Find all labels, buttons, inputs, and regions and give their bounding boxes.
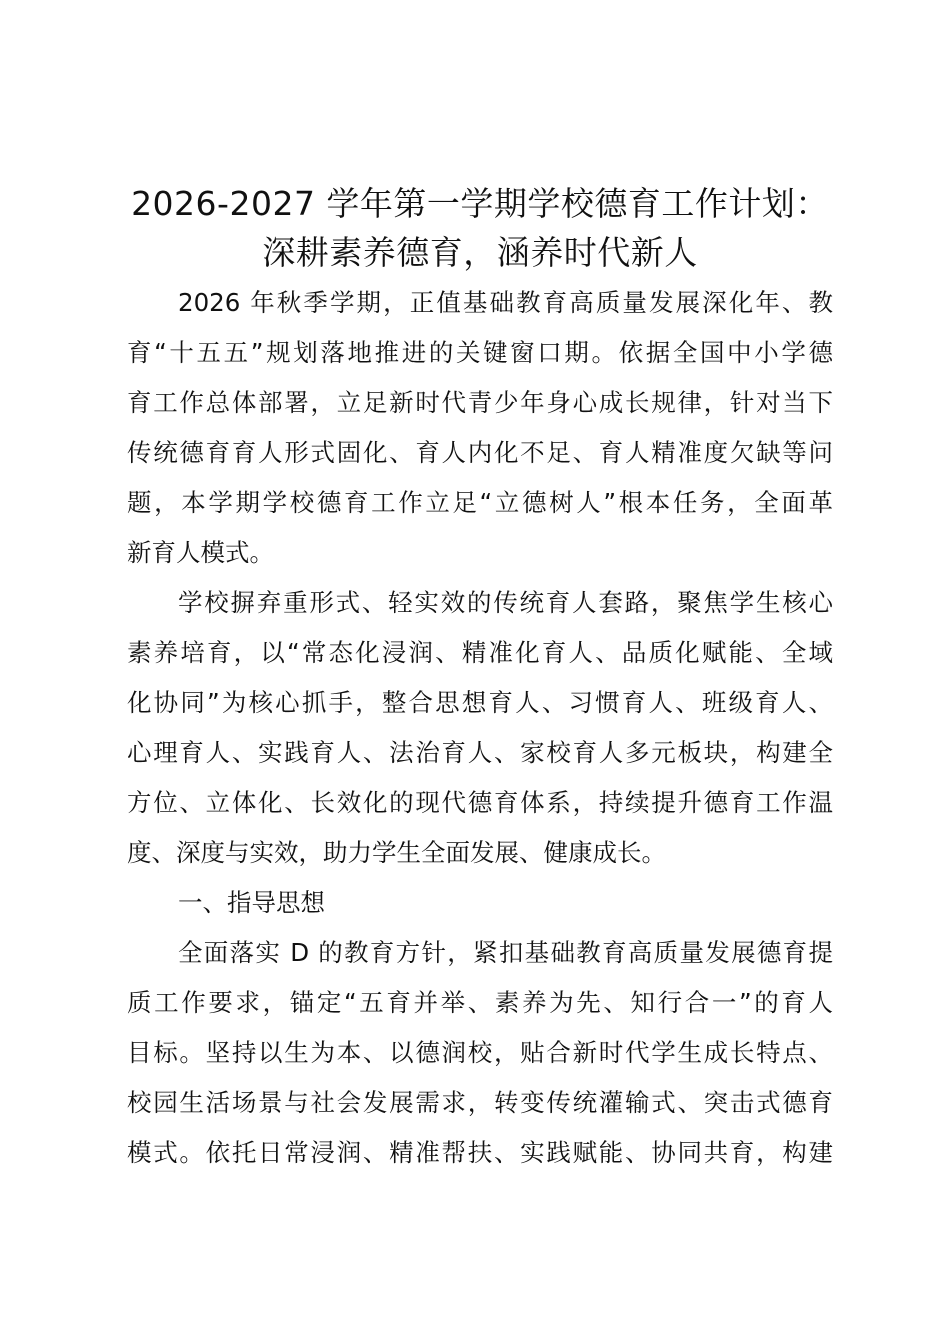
document-body bbox=[127, 278, 833, 1178]
paragraph-1-line-3: 育工作总体部署，立足新时代青少年身心成长规律，针对当下 bbox=[127, 388, 833, 417]
paragraph-1-line-1: 2026 年秋季学期，正值基础教育高质量发展深化年、教 bbox=[178, 288, 833, 317]
paragraph-1-line-6: 新育人模式。 bbox=[127, 538, 274, 567]
paragraph-2-line-1: 学校摒弃重形式、轻实效的传统育人套路，聚焦学生核心 bbox=[178, 588, 833, 617]
paragraph-2-line-2: 素养培育，以“常态化浸润、精准化育人、品质化赋能、全域 bbox=[127, 638, 833, 667]
paragraph-3-line-4: 校园生活场景与社会发展需求，转变传统灌输式、突击式德育 bbox=[127, 1088, 833, 1117]
paragraph-1-line-5: 题，本学期学校德育工作立足“立德树人”根本任务，全面革 bbox=[127, 488, 833, 517]
paragraph-2-line-5: 方位、立体化、长效化的现代德育体系，持续提升德育工作温 bbox=[127, 788, 833, 817]
document-title-line-2: 深耕素养德育，涵养时代新人 bbox=[262, 233, 698, 272]
section-heading-guiding-ideology: 一、指导思想 bbox=[178, 888, 325, 917]
paragraph-2-line-4: 心理育人、实践育人、法治育人、家校育人多元板块，构建全 bbox=[127, 738, 833, 767]
paragraph-1-line-2: 育“十五五”规划落地推进的关键窗口期。依据全国中小学德 bbox=[127, 338, 833, 367]
document-title-line-1: 2026-2027 学年第一学期学校德育工作计划： bbox=[131, 184, 829, 223]
paragraph-3-line-2: 质工作要求，锚定“五育并举、素养为先、知行合一”的育人 bbox=[127, 988, 833, 1017]
paragraph-3-line-5: 模式。依托日常浸润、精准帮扶、实践赋能、协同共育，构建 bbox=[127, 1138, 833, 1167]
paragraph-3-line-3: 目标。坚持以生为本、以德润校，贴合新时代学生成长特点、 bbox=[127, 1038, 833, 1067]
paragraph-2-line-6: 度、深度与实效，助力学生全面发展、健康成长。 bbox=[127, 838, 666, 867]
paragraph-1-line-4: 传统德育育人形式固化、育人内化不足、育人精准度欠缺等问 bbox=[127, 438, 833, 467]
paragraph-3-line-1: 全面落实 D 的教育方针，紧扣基础教育高质量发展德育提 bbox=[178, 938, 833, 967]
paragraph-2-line-3: 化协同”为核心抓手，整合思想育人、习惯育人、班级育人、 bbox=[127, 688, 833, 717]
